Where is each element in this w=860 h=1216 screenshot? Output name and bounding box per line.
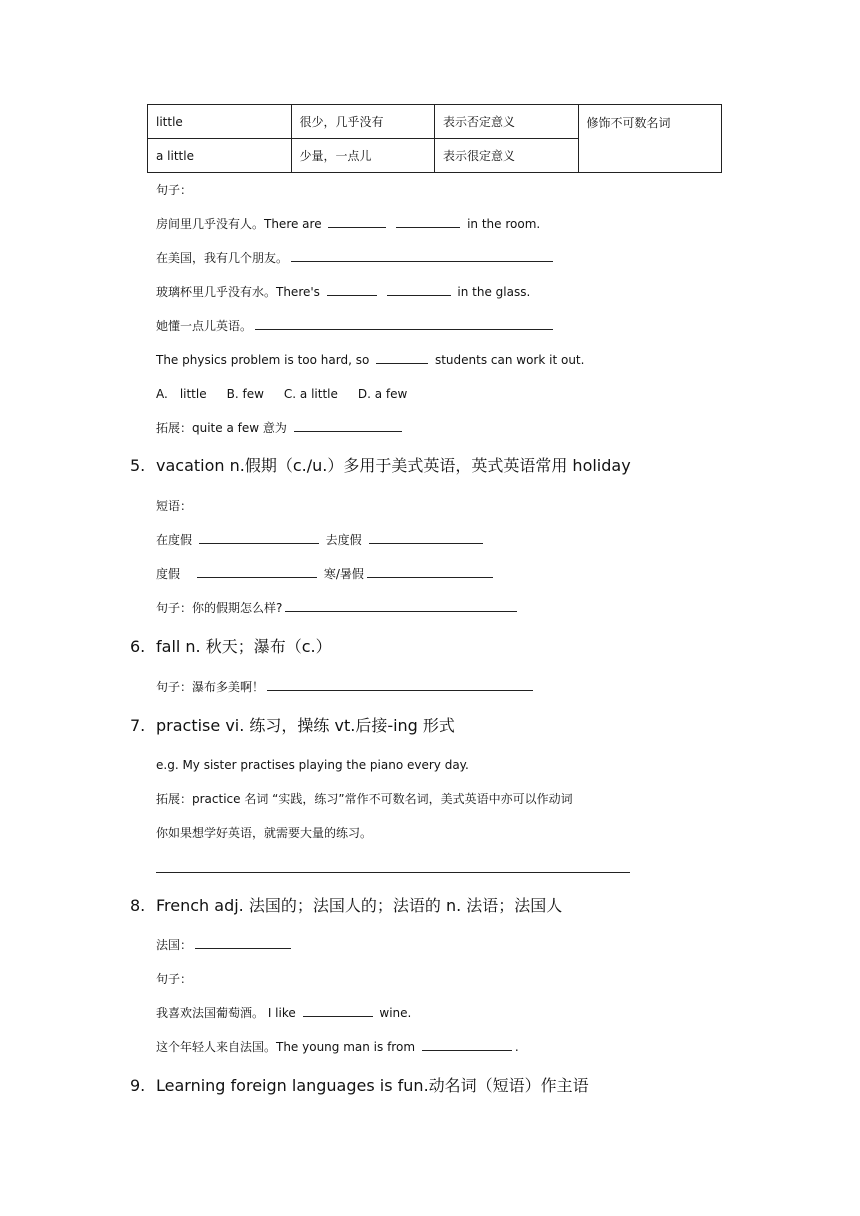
exercise-line: 法国： (156, 936, 294, 954)
phrase-label: 短语： (156, 499, 193, 513)
table-cell: little (148, 105, 292, 139)
exercise-line: 房间里几乎没有人。There are in the room. (156, 217, 541, 231)
exercise-line: 句子：瀑布多美啊！ (156, 678, 536, 696)
exercise-line: 句子：你的假期怎么样? (156, 599, 520, 617)
answer-blank[interactable] (369, 531, 483, 544)
exercise-line: The physics problem is too hard, so students can work it out. (156, 353, 585, 367)
answer-blank[interactable] (303, 1004, 373, 1017)
table-cell: 很少，几乎没有 (291, 105, 435, 139)
exercise-line: 这个年轻人来自法国。The young man is from . (156, 1040, 519, 1054)
table-cell: 表示很定意义 (435, 139, 578, 173)
phrase-line: 度假 寒/暑假 (156, 565, 496, 583)
table-cell-merged: 修饰不可数名词 (578, 105, 721, 173)
table-cell: 少量，一点儿 (291, 139, 435, 173)
example-line: e.g. My sister practises playing the piano every day. (156, 758, 469, 772)
answer-blank[interactable] (285, 599, 517, 612)
exercise-line: 玻璃杯里几乎没有水。There's in the glass. (156, 285, 531, 299)
section-heading: 6. fall n. 秋天；瀑布（c.） (130, 637, 332, 656)
answer-blank[interactable] (422, 1038, 512, 1051)
answer-blank[interactable] (294, 419, 402, 432)
answer-blank[interactable] (267, 678, 533, 691)
answer-blank[interactable] (156, 872, 630, 873)
sentence-label: 句子： (156, 183, 193, 197)
section-heading: 9. Learning foreign languages is fun.动名词（短语）作主语 (130, 1076, 589, 1095)
answer-blank[interactable] (195, 936, 291, 949)
answer-blank[interactable] (367, 565, 493, 578)
table-cell: 表示否定意义 (435, 105, 578, 139)
sentence-label: 句子： (156, 972, 193, 986)
answer-blank[interactable] (255, 317, 553, 330)
table-row (148, 105, 722, 139)
exercise-line: 她懂一点儿英语。 (156, 317, 556, 335)
phrase-line: 在度假 去度假 (156, 531, 486, 549)
answer-blank[interactable] (327, 283, 377, 296)
answer-blank[interactable] (197, 565, 317, 578)
section-heading: 5. vacation n.假期（c./u.）多用于美式英语，英式英语常用 holiday (130, 456, 631, 475)
answer-blank[interactable] (328, 215, 386, 228)
answer-blank[interactable] (376, 351, 428, 364)
exercise-line: 我喜欢法国葡萄酒。 I like wine. (156, 1006, 412, 1020)
answer-blank[interactable] (396, 215, 460, 228)
exercise-line: 你如果想学好英语，就需要大量的练习。 (156, 826, 373, 840)
answer-blank[interactable] (387, 283, 451, 296)
section-heading: 7. practise vi. 练习，操练 vt.后接-ing 形式 (130, 716, 455, 735)
section-heading: 8. French adj. 法国的；法国人的；法语的 n. 法语；法国人 (130, 896, 563, 915)
little-vs-a-little-table (147, 104, 722, 173)
answer-blank[interactable] (291, 249, 553, 262)
extension-line: 拓展：practice 名词 “实践，练习”常作不可数名词，美式英语中亦可以作动词 (156, 792, 573, 806)
options-line: A. little B. few C. a little D. a few (156, 387, 408, 401)
extension-line: 拓展：quite a few 意为 (156, 419, 405, 437)
answer-blank[interactable] (199, 531, 319, 544)
exercise-line: 在美国，我有几个朋友。 (156, 249, 556, 267)
table-cell: a little (148, 139, 292, 173)
